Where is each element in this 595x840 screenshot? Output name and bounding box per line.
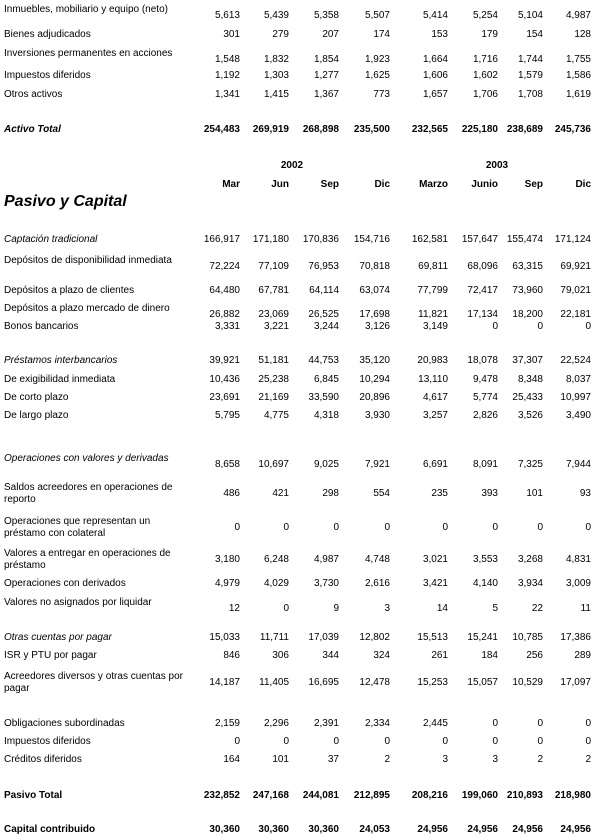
cell-value: 10,529 [512, 677, 543, 688]
cell-value: 26,882 [209, 309, 240, 320]
cell-value: 1,586 [565, 70, 591, 81]
cell-value: 235,500 [353, 124, 390, 135]
cell-value: 184 [481, 650, 498, 661]
cell-value: 3,934 [517, 578, 543, 589]
cell-value: 235 [431, 488, 448, 499]
cell-value: 15,033 [209, 632, 240, 643]
cell-value: 1,619 [565, 89, 591, 100]
cell-value: 17,134 [467, 309, 498, 320]
cell-value: 0 [537, 736, 543, 747]
row-label: Acreedores diversos y otras cuentas por pagar [4, 671, 183, 694]
cell-value: 72,417 [467, 285, 498, 296]
cell-value: 1,303 [263, 70, 289, 81]
cell-value: 298 [322, 488, 339, 499]
cell-value: 1,602 [472, 70, 498, 81]
cell-value: 15,513 [417, 632, 448, 643]
cell-value: 0 [384, 522, 390, 533]
cell-value: 3,421 [422, 578, 448, 589]
cell-value: 3,126 [364, 321, 390, 332]
cell-value: 301 [223, 29, 240, 40]
row-label: Captación tradicional [4, 234, 98, 245]
cell-value: 93 [579, 488, 591, 499]
cell-value: 846 [223, 650, 240, 661]
cell-value: 3,257 [422, 410, 448, 421]
cell-value: 393 [481, 488, 498, 499]
cell-value: 2 [384, 754, 390, 765]
cell-value: 63,315 [512, 261, 543, 272]
cell-value: 22,181 [560, 309, 591, 320]
row-label: Valores no asignados por liquidar [4, 597, 152, 608]
cell-value: 11,821 [418, 309, 448, 320]
cell-value: 1,606 [422, 70, 448, 81]
row-label: Bonos bancarios [4, 321, 79, 332]
cell-value: 11 [580, 603, 591, 614]
cell-value: 2,616 [364, 578, 390, 589]
row-label: Otros activos [4, 89, 63, 100]
cell-value: 8,091 [472, 459, 498, 470]
cell-value: 4,029 [263, 578, 289, 589]
cell-value: 773 [373, 89, 390, 100]
column-header: Dic [374, 179, 390, 190]
cell-value: 4,318 [313, 410, 339, 421]
cell-value: 210,893 [506, 790, 543, 801]
cell-value: 22 [531, 603, 543, 614]
cell-value: 0 [234, 522, 240, 533]
cell-value: 15,253 [417, 677, 448, 688]
row-label: Depósitos a plazo de clientes [4, 285, 135, 296]
cell-value: 15,241 [467, 632, 498, 643]
cell-value: 4,617 [422, 392, 448, 403]
cell-value: 1,277 [313, 70, 339, 81]
cell-value: 1,341 [214, 89, 240, 100]
row-label: Bienes adjudicados [4, 29, 91, 40]
cell-value: 4,987 [565, 10, 591, 21]
section-title: Pasivo y Capital [4, 193, 127, 210]
cell-value: 2,159 [214, 718, 240, 729]
cell-value: 14,187 [209, 677, 240, 688]
cell-value: 1,548 [214, 54, 240, 65]
cell-value: 64,480 [209, 285, 240, 296]
cell-value: 25,238 [258, 374, 289, 385]
cell-value: 72,224 [209, 261, 240, 272]
cell-value: 1,625 [364, 70, 390, 81]
cell-value: 17,039 [308, 632, 339, 643]
year-2002-header: 2002 [280, 160, 304, 171]
cell-value: 5,795 [214, 410, 240, 421]
cell-value: 174 [373, 29, 390, 40]
cell-value: 0 [442, 522, 448, 533]
cell-value: 2,334 [364, 718, 390, 729]
cell-value: 3,221 [263, 321, 289, 332]
cell-value: 254,483 [203, 124, 240, 135]
cell-value: 63,074 [359, 285, 390, 296]
cell-value: 3,730 [313, 578, 339, 589]
cell-value: 3,490 [565, 410, 591, 421]
cell-value: 10,785 [512, 632, 543, 643]
column-header: Junio [471, 179, 498, 190]
cell-value: 2,391 [313, 718, 339, 729]
row-label: Operaciones que representan un préstamo con colateral [4, 516, 151, 539]
cell-value: 51,181 [258, 355, 289, 366]
row-label: Valores a entregar en operaciones de préstamo [4, 548, 171, 571]
cell-value: 1,367 [313, 89, 339, 100]
row-label: De largo plazo [4, 410, 69, 421]
cell-value: 23,691 [209, 392, 240, 403]
cell-value: 162,581 [411, 234, 448, 245]
cell-value: 1,706 [472, 89, 498, 100]
cell-value: 9,025 [313, 459, 339, 470]
cell-value: 33,590 [308, 392, 339, 403]
row-label: Depósitos de disponibilidad inmediata [4, 255, 172, 266]
cell-value: 5,104 [517, 10, 543, 21]
cell-value: 2,445 [422, 718, 448, 729]
cell-value: 0 [492, 522, 498, 533]
cell-value: 73,960 [512, 285, 543, 296]
cell-value: 4,775 [263, 410, 289, 421]
cell-value: 7,325 [517, 459, 543, 470]
cell-value: 0 [283, 522, 289, 533]
cell-value: 3,553 [472, 554, 498, 565]
cell-value: 77,109 [258, 261, 289, 272]
cell-value: 1,923 [364, 54, 390, 65]
cell-value: 3 [442, 754, 448, 765]
cell-value: 268,898 [302, 124, 339, 135]
cell-value: 166,917 [203, 234, 240, 245]
cell-value: 8,658 [214, 459, 240, 470]
cell-value: 15,057 [467, 677, 498, 688]
cell-value: 0 [585, 522, 591, 533]
cell-value: 0 [283, 736, 289, 747]
cell-value: 24,956 [560, 824, 591, 835]
cell-value: 30,360 [258, 824, 289, 835]
cell-value: 128 [574, 29, 591, 40]
cell-value: 37 [327, 754, 339, 765]
cell-value: 0 [492, 321, 498, 332]
cell-value: 5,358 [313, 10, 339, 21]
cell-value: 11,405 [259, 677, 289, 688]
cell-value: 245,736 [554, 124, 591, 135]
cell-value: 3 [384, 603, 390, 614]
cell-value: 1,832 [263, 54, 289, 65]
cell-value: 5,774 [472, 392, 498, 403]
cell-value: 44,753 [308, 355, 339, 366]
cell-value: 212,895 [353, 790, 390, 801]
cell-value: 35,120 [359, 355, 390, 366]
cell-value: 269,919 [252, 124, 289, 135]
cell-value: 70,818 [359, 261, 390, 272]
cell-value: 20,983 [417, 355, 448, 366]
cell-value: 1,192 [214, 70, 240, 81]
year-2003-header: 2003 [485, 160, 509, 171]
cell-value: 101 [272, 754, 289, 765]
cell-value: 20,896 [359, 392, 390, 403]
cell-value: 4,987 [313, 554, 339, 565]
cell-value: 7,921 [364, 459, 390, 470]
cell-value: 67,781 [258, 285, 289, 296]
cell-value: 4,140 [472, 578, 498, 589]
cell-value: 24,956 [417, 824, 448, 835]
cell-value: 153 [431, 29, 448, 40]
cell-value: 3,021 [422, 554, 448, 565]
cell-value: 5,439 [263, 10, 289, 21]
cell-value: 0 [333, 522, 339, 533]
cell-value: 69,921 [560, 261, 591, 272]
cell-value: 0 [234, 736, 240, 747]
cell-value: 218,980 [554, 790, 591, 801]
column-header: Sep [320, 179, 339, 190]
cell-value: 5,507 [364, 10, 390, 21]
cell-value: 1,664 [422, 54, 448, 65]
cell-value: 76,953 [308, 261, 339, 272]
cell-value: 11,711 [259, 632, 289, 643]
cell-value: 8,348 [517, 374, 543, 385]
cell-value: 23,069 [258, 309, 289, 320]
cell-value: 1,854 [313, 54, 339, 65]
cell-value: 0 [442, 736, 448, 747]
cell-value: 69,811 [418, 261, 448, 272]
cell-value: 232,852 [203, 790, 240, 801]
cell-value: 2,296 [263, 718, 289, 729]
cell-value: 2 [537, 754, 543, 765]
cell-value: 225,180 [461, 124, 498, 135]
cell-value: 64,114 [309, 285, 339, 296]
cell-value: 238,689 [506, 124, 543, 135]
cell-value: 21,169 [258, 392, 289, 403]
row-label: Inversiones permanentes en acciones [4, 48, 173, 59]
cell-value: 1,415 [263, 89, 289, 100]
row-label: De corto plazo [4, 392, 69, 403]
row-label: Obligaciones subordinadas [4, 718, 125, 729]
cell-value: 171,124 [554, 234, 591, 245]
cell-value: 12,802 [359, 632, 390, 643]
cell-value: 9 [333, 603, 339, 614]
cell-value: 154,716 [353, 234, 390, 245]
cell-value: 170,836 [302, 234, 339, 245]
cell-value: 18,200 [512, 309, 543, 320]
cell-value: 3,180 [214, 554, 240, 565]
cell-value: 0 [283, 603, 289, 614]
cell-value: 279 [272, 29, 289, 40]
cell-value: 4,979 [214, 578, 240, 589]
cell-value: 421 [272, 488, 289, 499]
cell-value: 24,053 [359, 824, 390, 835]
cell-value: 6,845 [313, 374, 339, 385]
cell-value: 207 [322, 29, 339, 40]
cell-value: 10,697 [258, 459, 289, 470]
cell-value: 39,921 [209, 355, 240, 366]
cell-value: 1,744 [517, 54, 543, 65]
cell-value: 4,748 [364, 554, 390, 565]
cell-value: 171,180 [252, 234, 289, 245]
cell-value: 101 [526, 488, 543, 499]
row-label: Operaciones con derivados [4, 578, 126, 589]
cell-value: 5,414 [422, 10, 448, 21]
cell-value: 0 [585, 321, 591, 332]
cell-value: 3,930 [364, 410, 390, 421]
cell-value: 13,110 [418, 374, 448, 385]
cell-value: 22,524 [560, 355, 591, 366]
cell-value: 1,716 [472, 54, 498, 65]
cell-value: 2,826 [472, 410, 498, 421]
cell-value: 17,698 [359, 309, 390, 320]
cell-value: 10,436 [209, 374, 240, 385]
cell-value: 68,096 [467, 261, 498, 272]
cell-value: 0 [537, 522, 543, 533]
row-label: Inmuebles, mobiliario y equipo (neto) [4, 4, 168, 15]
cell-value: 244,081 [302, 790, 339, 801]
cell-value: 16,695 [308, 677, 339, 688]
cell-value: 157,647 [461, 234, 498, 245]
column-header: Mar [222, 179, 240, 190]
cell-value: 154 [526, 29, 543, 40]
row-label: Saldos acreedores en operaciones de reporto [4, 482, 173, 505]
row-label: Pasivo Total [4, 790, 63, 801]
cell-value: 7,944 [565, 459, 591, 470]
cell-value: 3 [492, 754, 498, 765]
cell-value: 2 [585, 754, 591, 765]
cell-value: 17,386 [560, 632, 591, 643]
cell-value: 8,037 [565, 374, 591, 385]
column-header: Sep [524, 179, 543, 190]
cell-value: 17,097 [560, 677, 591, 688]
cell-value: 6,248 [263, 554, 289, 565]
cell-value: 5,613 [214, 10, 240, 21]
cell-value: 232,565 [411, 124, 448, 135]
cell-value: 1,657 [422, 89, 448, 100]
cell-value: 79,021 [560, 285, 591, 296]
cell-value: 3,526 [517, 410, 543, 421]
cell-value: 256 [526, 650, 543, 661]
cell-value: 12,478 [359, 677, 390, 688]
cell-value: 164 [223, 754, 240, 765]
row-label: Créditos diferidos [4, 754, 82, 765]
cell-value: 24,956 [512, 824, 543, 835]
cell-value: 3,149 [422, 321, 448, 332]
row-label: Otras cuentas por pagar [4, 632, 112, 643]
column-header: Jun [271, 179, 289, 190]
cell-value: 306 [272, 650, 289, 661]
row-label: Depósitos a plazo mercado de dinero [4, 303, 170, 314]
cell-value: 6,691 [422, 459, 448, 470]
cell-value: 0 [384, 736, 390, 747]
cell-value: 247,168 [252, 790, 289, 801]
cell-value: 10,294 [359, 374, 390, 385]
cell-value: 12 [228, 603, 240, 614]
cell-value: 5,254 [472, 10, 498, 21]
cell-value: 3,009 [565, 578, 591, 589]
cell-value: 0 [537, 718, 543, 729]
cell-value: 3,268 [517, 554, 543, 565]
cell-value: 554 [373, 488, 390, 499]
cell-value: 4,831 [565, 554, 591, 565]
cell-value: 25,433 [512, 392, 543, 403]
row-label: ISR y PTU por pagar [4, 650, 97, 661]
cell-value: 14 [436, 603, 448, 614]
cell-value: 0 [333, 736, 339, 747]
cell-value: 77,799 [417, 285, 448, 296]
cell-value: 344 [322, 650, 339, 661]
cell-value: 179 [481, 29, 498, 40]
row-label: Préstamos interbancarios [4, 355, 118, 366]
cell-value: 9,478 [472, 374, 498, 385]
cell-value: 208,216 [411, 790, 448, 801]
cell-value: 3,331 [214, 321, 240, 332]
row-label: Activo Total [4, 124, 61, 135]
column-header: Dic [575, 179, 591, 190]
cell-value: 486 [223, 488, 240, 499]
cell-value: 155,474 [506, 234, 543, 245]
row-label: De exigibilidad inmediata [4, 374, 116, 385]
cell-value: 0 [492, 736, 498, 747]
row-label: Operaciones con valores y derivadas [4, 453, 169, 464]
cell-value: 1,755 [565, 54, 591, 65]
cell-value: 30,360 [308, 824, 339, 835]
cell-value: 30,360 [209, 824, 240, 835]
cell-value: 199,060 [461, 790, 498, 801]
cell-value: 10,997 [560, 392, 591, 403]
column-header: Marzo [419, 179, 448, 190]
cell-value: 1,708 [517, 89, 543, 100]
cell-value: 289 [574, 650, 591, 661]
cell-value: 0 [585, 718, 591, 729]
cell-value: 1,579 [517, 70, 543, 81]
cell-value: 261 [431, 650, 448, 661]
row-label: Capital contribuido [4, 824, 96, 835]
cell-value: 24,956 [467, 824, 498, 835]
cell-value: 324 [373, 650, 390, 661]
cell-value: 26,525 [308, 309, 339, 320]
cell-value: 0 [492, 718, 498, 729]
cell-value: 3,244 [313, 321, 339, 332]
cell-value: 0 [585, 736, 591, 747]
cell-value: 18,078 [467, 355, 498, 366]
cell-value: 5 [492, 603, 498, 614]
row-label: Impuestos diferidos [4, 70, 91, 81]
cell-value: 0 [537, 321, 543, 332]
row-label: Impuestos diferidos [4, 736, 91, 747]
cell-value: 37,307 [512, 355, 543, 366]
